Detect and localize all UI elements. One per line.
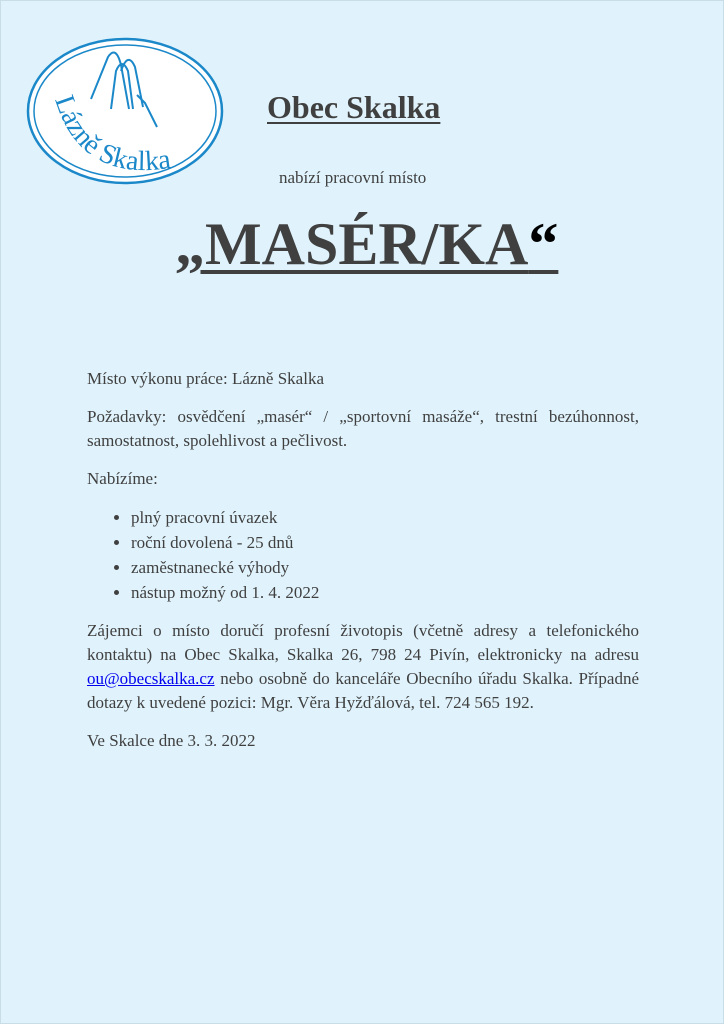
contact-text-end: nebo osobně do kanceláře Obecního úřadu Skalka. Případné dotazy k uvedené pozici: Mgr. Věra Hyžďálová, tel. 724 565 192.	[87, 669, 639, 712]
offer-item: • roční dovolená - 25 dnů	[131, 530, 639, 555]
job-position-name: „MASÉR/KA	[175, 211, 529, 277]
document-body	[87, 367, 639, 767]
offer-item: • plný pracovní úvazek	[131, 505, 639, 530]
workplace-line: Místo výkonu práce: Lázně Skalka	[87, 369, 324, 388]
job-position-title	[175, 211, 558, 277]
contact-paragraph	[87, 619, 639, 715]
offer-heading: Nabízíme:	[87, 469, 158, 488]
lazne-skalka-logo	[25, 37, 225, 187]
offer-list	[87, 505, 639, 605]
town-title: Obec Skalka	[267, 89, 441, 125]
email-link[interactable]: ou@obecskalka.cz	[87, 669, 215, 688]
requirements-paragraph: Požadavky: osvědčení „masér“ / „sportovní masáže“, trestní bezúhonnost, samostatnost, spolehlivost a pečlivost.	[87, 407, 639, 450]
contact-text: Zájemci o místo doručí profesní životopis (včetně adresy a telefonického kontaktu) na Obec Skalka, Skalka 26, 798 24 Pivín, elektronicky na adresu	[87, 621, 639, 664]
closing-quote: “	[528, 211, 559, 277]
logo-text: Lázně Skalka	[48, 91, 173, 178]
offer-item: • nástup možný od 1. 4. 2022	[131, 580, 639, 605]
offers-subtitle: nabízí pracovní místo	[279, 168, 427, 187]
date-line: Ve Skalce dne 3. 3. 2022	[87, 731, 256, 750]
offer-item: • zaměstnanecké výhody	[131, 555, 639, 580]
